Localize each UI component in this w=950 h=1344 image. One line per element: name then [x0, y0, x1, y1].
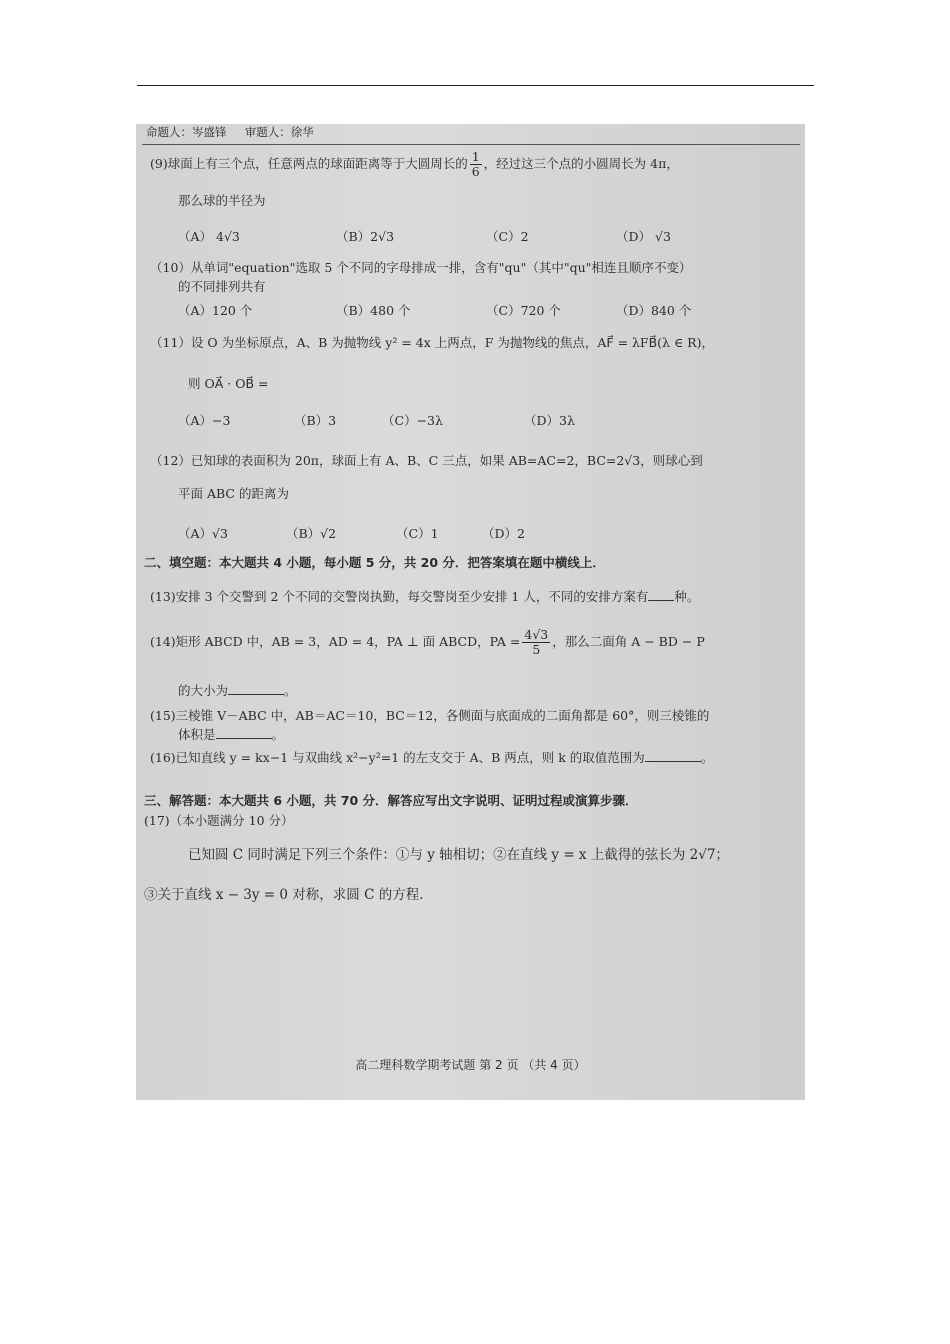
q14-text-a: (14)矩形 ABCD 中，AB = 3，AD = 4，PA ⊥ 面 ABCD，PA = [150, 633, 521, 649]
q14-line2-end: 。 [284, 683, 297, 698]
q16-answer-blank [645, 751, 701, 762]
section-3-heading: 三、解答题：本大题共 6 小题，共 70 分．解答应写出文字说明、证明过程或演算步骤． [144, 793, 638, 808]
q14-frac-den: 5 [532, 641, 541, 657]
q14-fraction [522, 628, 550, 657]
q9-text-b: ，经过这三个点的小圆周长为 4π， [483, 155, 679, 171]
q14-answer-blank [228, 684, 284, 695]
q12-option-b: （B）√2 [286, 526, 337, 541]
question-11-line2: 则 OA⃗ · OB⃗ = [188, 376, 269, 391]
q10-option-a: （A）120 个 [178, 303, 253, 318]
q10-option-b: （B）480 个 [336, 303, 411, 318]
page-top-rule [137, 85, 814, 86]
q12-option-a: （A）√3 [178, 526, 228, 541]
question-9-line1 [150, 150, 679, 179]
q9-frac-num: 1 [471, 149, 480, 164]
q11-option-b: （B）3 [294, 413, 337, 428]
question-14-line1 [150, 628, 705, 657]
question-9-line2: 那么球的半径为 [178, 193, 266, 208]
q13-answer-blank [648, 590, 674, 601]
q15-line2-text: 体积是 [178, 727, 216, 742]
q9-option-a: （A） 4√3 [178, 229, 240, 244]
question-16 [150, 750, 713, 765]
q13-text-b: 种。 [674, 589, 700, 604]
q9-frac-den: 6 [471, 163, 480, 179]
question-12-line2: 平面 ABC 的距离为 [178, 486, 289, 501]
scanned-exam-page [136, 124, 805, 1100]
q11-option-c: （C）−3λ [382, 413, 443, 428]
page-footer: 高二理科数学期考试题 第 2 页 （共 4 页） [355, 1058, 586, 1072]
q12-option-d: （D）2 [482, 526, 525, 541]
q14-frac-num: 4√3 [524, 627, 549, 642]
q10-option-d: （D）840 个 [616, 303, 692, 318]
q9-option-d: （D） √3 [616, 229, 671, 244]
question-10-line1: （10）从单词"equation"选取 5 个不同的字母排成一排，含有"qu"（其中"qu"相连且顺序不变） [150, 260, 692, 275]
q11-option-d: （D）3λ [524, 413, 575, 428]
section-2-heading: 二、填空题：本大题共 4 小题，每小题 5 分，共 20 分．把答案填在题中横线上． [144, 555, 605, 570]
q16-text-b: 。 [700, 750, 714, 765]
q13-text-a: (13)安排 3 个交警到 2 个不同的交警岗执勤，每交警岗至少安排 1 人，不同的安排方案有 [150, 589, 649, 604]
question-17-line2: ③关于直线 x − 3y = 0 对称，求圆 C 的方程. [144, 887, 424, 903]
exam-header [146, 126, 314, 140]
q9-option-c: （C）2 [486, 229, 529, 244]
question-11-line1: （11）设 O 为坐标原点，A、B 为抛物线 y² = 4x 上两点，F 为抛物线的焦点，AF⃗ = λFB⃗(λ ∈ R)， [150, 335, 714, 350]
question-17-line1: 已知圆 C 同时满足下列三个条件：①与 y 轴相切；②在直线 y = x 上截得的弦长为 2√7； [188, 847, 729, 863]
q12-option-c: （C）1 [396, 526, 439, 541]
q11-option-a: （A）−3 [178, 413, 231, 428]
question-13 [150, 589, 699, 604]
question-17-title: (17)（本小题满分 10 分） [144, 813, 294, 828]
q14-text-b: ，那么二面角 A − BD − P [552, 633, 705, 649]
question-15-line1: (15)三棱锥 V－ABC 中，AB＝AC＝10，BC＝12，各侧面与底面成的二面角都是 60°，则三棱锥的 [150, 708, 710, 723]
header-rule [142, 144, 800, 145]
q14-line2-text: 的大小为 [178, 683, 229, 698]
q16-text-a: (16)已知直线 y = kx−1 与双曲线 x²−y²=1 的左支交于 A、B 两点，则 k 的取值范围为 [150, 750, 645, 765]
question-10-line2: 的不同排列共有 [178, 279, 266, 294]
reviewer-label: 审题人：徐华 [244, 125, 314, 139]
q9-option-b: （B）2√3 [336, 229, 395, 244]
question-12-line1: （12）已知球的表面积为 20π，球面上有 A、B、C 三点，如果 AB=AC=2，BC=2√3，则球心到 [150, 453, 703, 468]
q10-option-c: （C）720 个 [486, 303, 561, 318]
q15-answer-blank [216, 728, 272, 739]
q15-line2-end: 。 [271, 727, 285, 742]
question-14-line2 [178, 683, 297, 698]
question-15-line2 [178, 727, 284, 742]
q9-text-a: (9)球面上有三个点，任意两点的球面距离等于大圆周长的 [150, 155, 468, 171]
q9-fraction [470, 150, 482, 179]
setter-label: 命题人：岑盛锋 [146, 125, 227, 139]
